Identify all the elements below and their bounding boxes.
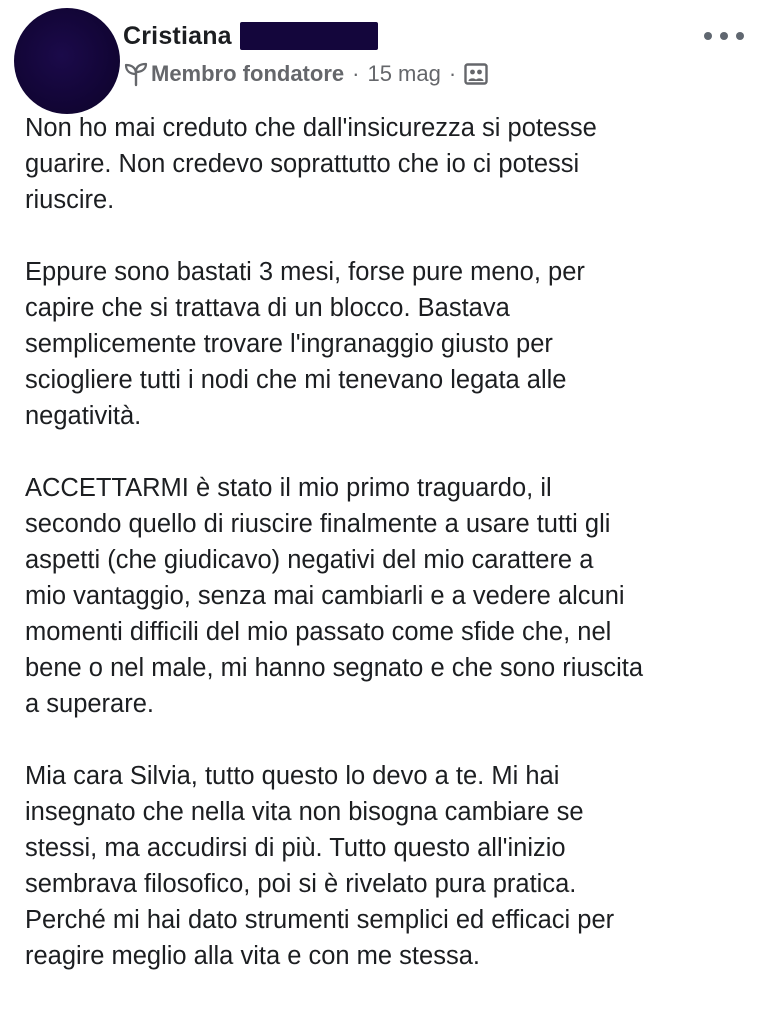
post-paragraph: Eppure sono bastati 3 mesi, forse pure meno, per capire che si trattava di un blocco. Bastava semplicemente trovare l'ingranaggio giusto per sciogliere tutti i nodi che mi tenevano legata alle negatività. — [25, 258, 585, 430]
group-icon — [464, 63, 488, 85]
more-dot — [720, 32, 728, 40]
more-dot — [704, 32, 712, 40]
author-name[interactable]: Cristiana — [123, 21, 232, 50]
post-paragraph: Mia cara Silvia, tutto questo lo devo a te. Mi hai insegnato che nella vita non bisogna cambiare se stessi, ma accudirsi di più. Tutto questo all'inizio sembrava filosofico, poi si è rivelato pura pratica. Perché mi hai dato strumenti semplici ed efficaci per reagire meglio alla vita e con me stessa. — [25, 762, 615, 970]
post-text — [25, 110, 755, 1010]
meta-separator: · — [448, 61, 457, 86]
post-meta — [123, 58, 488, 90]
meta-separator: · — [352, 61, 360, 86]
redacted-surname — [240, 22, 378, 50]
author-avatar[interactable] — [14, 8, 120, 114]
more-dot — [736, 32, 744, 40]
post-paragraph: Non ho mai creduto che dall'insicurezza si potesse guarire. Non credevo soprattutto che io ci potessi riuscire. — [25, 114, 597, 214]
post-date[interactable]: 15 mag — [367, 61, 441, 86]
post-paragraph: ACCETTARMI è stato il mio primo traguardo, il secondo quello di riuscire finalmente a usare tutti gli aspetti (che giudicavo) negativi del mio carattere a mio vantaggio, senza mai cambiarli e a vedere alcuni momenti difficili del mio passato come sfide che, nel bene o nel male, mi hanno segnato e che sono riuscita a superare. — [25, 474, 644, 718]
member-badge[interactable]: Membro fondatore — [151, 61, 345, 86]
author-row — [123, 18, 378, 54]
sprout-icon — [123, 61, 149, 87]
more-options-icon[interactable] — [704, 24, 744, 48]
